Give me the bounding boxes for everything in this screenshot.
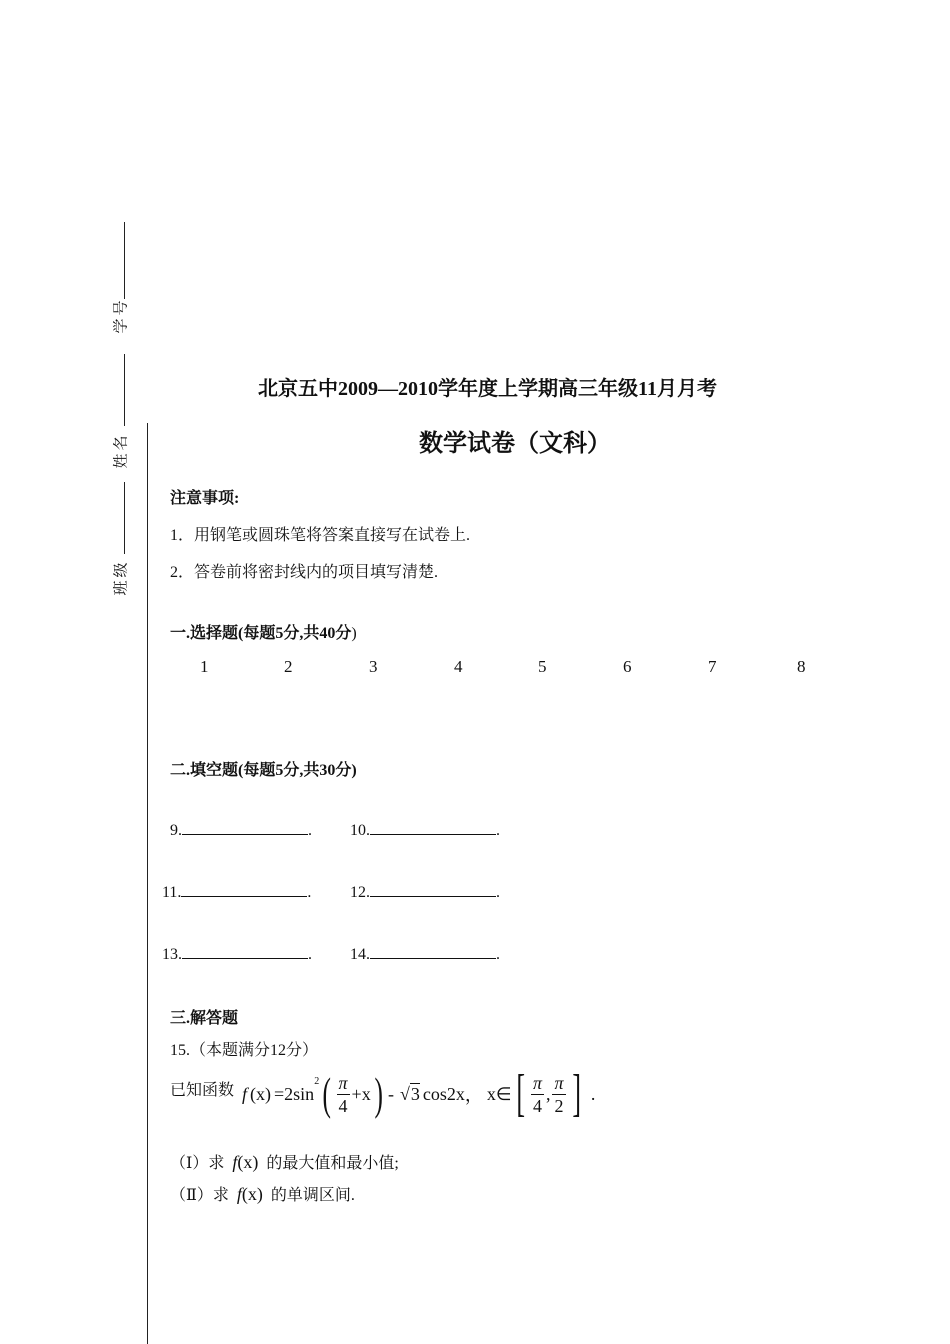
fill-end: . — [496, 884, 500, 901]
fill-end: . — [307, 884, 312, 901]
answer-blank[interactable] — [182, 819, 308, 835]
part2-suffix: 的单调区间. — [270, 1187, 355, 1204]
frac-numerator: π — [338, 1072, 348, 1093]
right-paren-icon: ) — [374, 1068, 383, 1119]
fill-item-14 — [350, 943, 500, 964]
formula-f: f — [242, 1083, 248, 1104]
answer-blank[interactable] — [370, 943, 496, 959]
answer-blank[interactable] — [370, 881, 496, 897]
left-bracket-icon: [ — [515, 1065, 525, 1122]
fraction-pi-4-b — [531, 1074, 544, 1115]
left-paren-icon: ( — [322, 1068, 332, 1119]
part2-f: f — [236, 1184, 242, 1204]
fill-item-10 — [350, 819, 500, 840]
fill-label: 12. — [350, 884, 370, 901]
formula-comma: ， — [464, 1085, 483, 1105]
name-label: 姓名 — [113, 432, 130, 469]
frac-denominator: 2 — [554, 1095, 564, 1116]
part1-suffix: 的最大值和最小值; — [266, 1155, 399, 1172]
fill-item-12 — [350, 881, 500, 902]
fill-label: 11. — [162, 884, 182, 901]
section1-heading-text: 一.选择题(每题5分,共40分 — [170, 625, 352, 642]
notice-item-1: 1．用钢笔或圆珠笔将答案直接写在试卷上. — [170, 527, 471, 544]
section1-heading-tail: ) — [351, 625, 357, 642]
exam-title: 北京五中2009—2010学年度上学期高三年级11月月考 — [258, 378, 717, 400]
fill-end: . — [308, 822, 312, 839]
frac-denominator: 4 — [532, 1095, 542, 1116]
fraction-pi-4 — [337, 1074, 350, 1115]
fill-label: 9. — [170, 822, 182, 839]
formula-minus: - — [388, 1083, 395, 1104]
choice-number-8: 8 — [797, 657, 806, 676]
part1-prefix: （Ⅰ）求 — [170, 1155, 225, 1172]
notice-heading: 注意事项: — [170, 490, 240, 507]
answer-blank[interactable] — [182, 943, 308, 959]
choice-number-2: 2 — [284, 657, 293, 676]
part-2 — [170, 1182, 355, 1205]
fill-item-9 — [170, 819, 312, 840]
exam-subtitle: 数学试卷（文科） — [419, 431, 611, 457]
formula-end: . — [590, 1083, 596, 1104]
choice-number-1: 1 — [200, 657, 209, 676]
student-id-label: 学号 — [113, 297, 130, 334]
student-id-line — [124, 222, 125, 299]
frac-numerator: π — [554, 1072, 564, 1093]
formula-sqrt3: 3 — [410, 1084, 420, 1104]
fill-label: 10. — [350, 822, 370, 839]
choice-number-6: 6 — [623, 657, 632, 676]
function-formula — [242, 1066, 595, 1122]
class-label: 班级 — [113, 559, 130, 596]
formula-x-paren: (x) — [250, 1083, 272, 1104]
section3-heading: 三.解答题 — [170, 1010, 239, 1027]
choice-number-7: 7 — [708, 657, 717, 676]
right-bracket-icon: ] — [571, 1065, 581, 1122]
part2-prefix: （Ⅱ）求 — [170, 1187, 229, 1204]
fill-item-11 — [162, 881, 311, 902]
part1-x: (x) — [237, 1152, 259, 1172]
fill-label: 13. — [162, 946, 182, 963]
answer-blank[interactable] — [181, 881, 307, 897]
fill-end: . — [308, 946, 312, 963]
formula-x-in: x∈ — [486, 1083, 512, 1104]
fill-end: . — [496, 946, 500, 963]
fill-label: 14. — [350, 946, 370, 963]
part2-x: (x) — [241, 1184, 263, 1204]
answer-blank[interactable] — [370, 819, 496, 835]
notice-item-2: 2．答卷前将密封线内的项目填写清楚. — [170, 564, 439, 581]
seal-line — [147, 423, 148, 1344]
part1-f: f — [232, 1152, 238, 1172]
section2-heading: 二.填空题(每题5分,共30分) — [170, 762, 357, 779]
formula-plus-x: +x — [351, 1083, 371, 1104]
frac-denominator: 4 — [338, 1095, 348, 1116]
choice-number-5: 5 — [538, 657, 547, 676]
frac-numerator: π — [532, 1072, 542, 1093]
fill-item-13 — [162, 943, 312, 964]
section1-heading — [170, 620, 357, 643]
sqrt-icon: √ — [400, 1083, 410, 1104]
formula-sup: 2 — [314, 1076, 320, 1087]
formula-sep: , — [545, 1083, 551, 1104]
fraction-pi-2 — [552, 1074, 565, 1115]
class-line — [124, 482, 125, 554]
given-prefix: 已知函数 — [170, 1082, 235, 1099]
problem-15-label: 15.（本题满分12分） — [170, 1042, 319, 1059]
formula-eq: =2sin — [274, 1083, 315, 1104]
formula-cos: cos2x — [422, 1083, 465, 1104]
fill-end: . — [496, 822, 500, 839]
choice-number-4: 4 — [454, 657, 463, 676]
choice-number-3: 3 — [369, 657, 378, 676]
part-1 — [170, 1150, 399, 1173]
